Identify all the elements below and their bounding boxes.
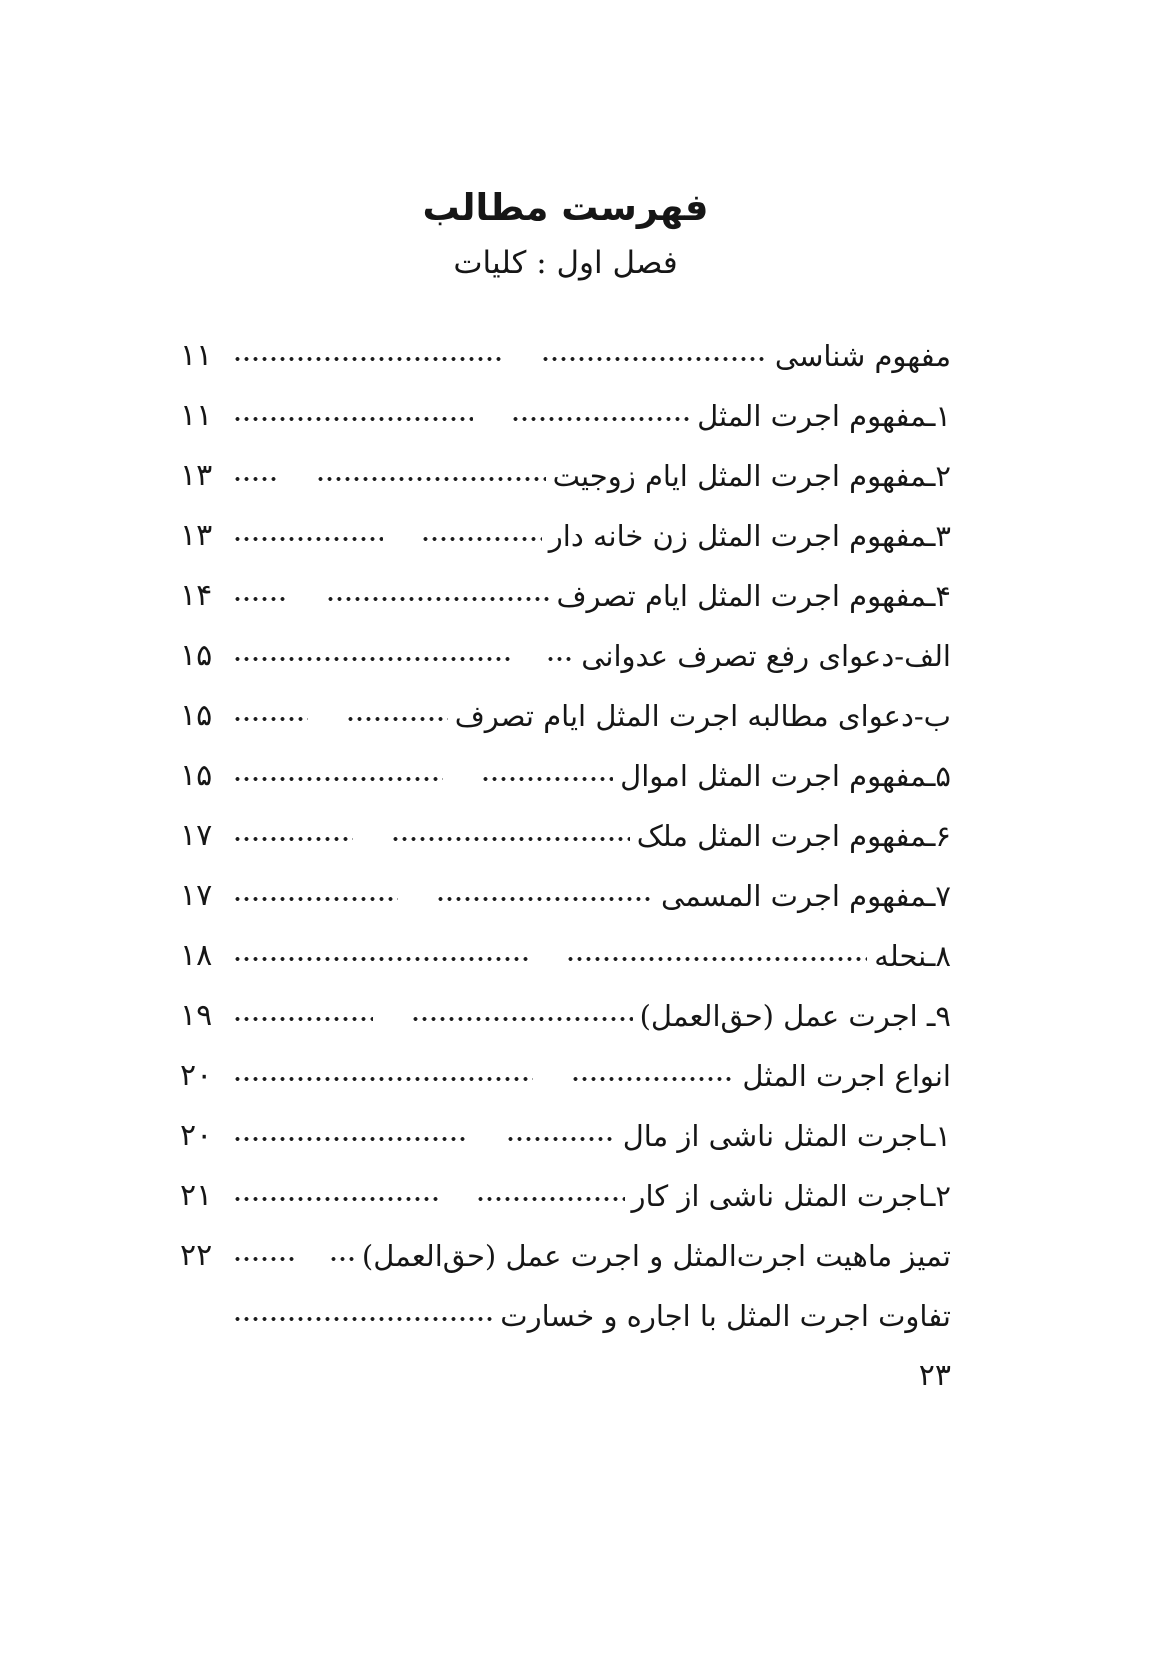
dotted-leader xyxy=(326,596,549,602)
toc-entry-page: ۲۰ xyxy=(180,1058,213,1093)
toc-entry-label: ۱ـاجرت المثل ناشی از مال xyxy=(622,1119,951,1153)
dotted-leader xyxy=(233,836,353,842)
toc-entry-label: الف-دعوای رفع تصرف عدوانی xyxy=(581,639,951,673)
toc-list xyxy=(180,315,951,1395)
dotted-leader xyxy=(233,776,443,782)
toc-entry-label: ۶ـمفهوم اجرت المثل ملک xyxy=(636,819,951,853)
toc-entry xyxy=(180,1095,951,1155)
dotted-leader xyxy=(233,896,398,902)
dotted-leader xyxy=(511,416,690,422)
toc-entry xyxy=(180,735,951,795)
dotted-leader xyxy=(233,476,278,482)
dotted-leader xyxy=(541,356,768,362)
toc-entry-page: ۱۵ xyxy=(180,698,213,733)
dotted-leader xyxy=(233,596,288,602)
toc-entry-label: ۲ـاجرت المثل ناشی از کار xyxy=(631,1179,951,1213)
dotted-leader xyxy=(481,776,613,782)
toc-entry-label: ۳ـمفهوم اجرت المثل زن خانه دار xyxy=(548,519,951,553)
dotted-leader xyxy=(233,1076,533,1082)
toc-entry-page: ۲۲ xyxy=(180,1238,213,1273)
toc-entry xyxy=(180,1155,951,1215)
toc-entry-page: ۱۳ xyxy=(180,458,213,493)
toc-entry-label: ۷ـمفهوم اجرت المسمی xyxy=(660,879,951,913)
toc-entry-label: ۴ـمفهوم اجرت المثل ایام تصرف xyxy=(556,579,951,613)
dotted-leader xyxy=(233,1316,493,1322)
dotted-leader xyxy=(436,896,654,902)
toc-entry-page: ۱۳ xyxy=(180,518,213,553)
dotted-leader xyxy=(233,956,528,962)
dotted-leader xyxy=(233,1256,298,1262)
dotted-leader xyxy=(566,956,867,962)
toc-entry xyxy=(180,795,951,855)
toc-entry-label: ۹ـ اجرت عمل (حق‌العمل) xyxy=(639,999,951,1033)
toc-entry-label: مفهوم شناسی xyxy=(774,339,951,373)
toc-entry-label: ۵ـمفهوم اجرت المثل اموال xyxy=(620,759,951,793)
toc-entry-page: ۱۱ xyxy=(180,338,213,373)
toc-entry xyxy=(180,375,951,435)
dotted-leader xyxy=(233,1136,468,1142)
dotted-leader xyxy=(233,356,503,362)
dotted-leader xyxy=(233,716,308,722)
dotted-leader xyxy=(421,536,542,542)
dotted-leader xyxy=(233,416,473,422)
toc-entry-page: ۱۷ xyxy=(180,818,213,853)
dotted-leader xyxy=(546,656,574,662)
dotted-leader xyxy=(233,1196,438,1202)
dotted-leader xyxy=(233,656,511,662)
toc-entry-page: ۱۷ xyxy=(180,878,213,913)
dotted-leader xyxy=(391,836,630,842)
dotted-leader xyxy=(571,1076,735,1082)
toc-entry xyxy=(180,1035,951,1095)
dotted-leader xyxy=(411,1016,633,1022)
toc-entry-page: ۱۱ xyxy=(180,398,213,433)
toc-entry xyxy=(180,855,951,915)
toc-entry xyxy=(180,915,951,975)
toc-entry xyxy=(180,555,951,615)
toc-entry xyxy=(180,495,951,555)
toc-entry-page-wrapped: ۲۳ xyxy=(918,1358,951,1393)
toc-entry-label: ۲ـمفهوم اجرت المثل ایام زوجیت xyxy=(552,459,951,493)
dotted-leader xyxy=(506,1136,616,1142)
toc-entry-page: ۱۵ xyxy=(180,638,213,673)
dotted-leader xyxy=(346,716,448,722)
dotted-leader xyxy=(476,1196,625,1202)
toc-entry-page: ۲۱ xyxy=(180,1178,213,1213)
dotted-leader xyxy=(329,1256,355,1262)
toc-entry-label: ۱ـمفهوم اجرت المثل xyxy=(697,399,951,433)
toc-entry xyxy=(180,1215,951,1275)
toc-entry-label: انواع اجرت المثل xyxy=(742,1059,951,1093)
toc-entry xyxy=(180,1275,951,1335)
dotted-leader xyxy=(316,476,546,482)
toc-entry-page: ۱۵ xyxy=(180,758,213,793)
toc-entry xyxy=(180,315,951,375)
toc-entry-page: ۲۰ xyxy=(180,1118,213,1153)
toc-entry-label: تفاوت اجرت المثل با اجاره و خسارت xyxy=(500,1299,951,1333)
toc-entry-label: ۸ـنحله xyxy=(874,939,951,973)
toc-entry-page: ۱۴ xyxy=(180,578,213,613)
dotted-leader xyxy=(233,1016,373,1022)
toc-entry-page: ۱۹ xyxy=(180,998,213,1033)
toc-entry-page: ۱۸ xyxy=(180,938,213,973)
page-title: فهرست مطالب xyxy=(422,185,709,229)
toc-entry-label: ب-دعوای مطالبه اجرت المثل ایام تصرف xyxy=(454,699,951,733)
toc-entry xyxy=(180,975,951,1035)
toc-entry-label: تمیز ماهیت اجرت‌المثل و اجرت عمل (حق‌العمل) xyxy=(361,1239,951,1273)
toc-entry xyxy=(180,435,951,495)
toc-entry xyxy=(180,675,951,735)
toc-entry xyxy=(180,615,951,675)
dotted-leader xyxy=(233,536,383,542)
chapter-heading: فصل اول : کلیات xyxy=(453,245,678,281)
